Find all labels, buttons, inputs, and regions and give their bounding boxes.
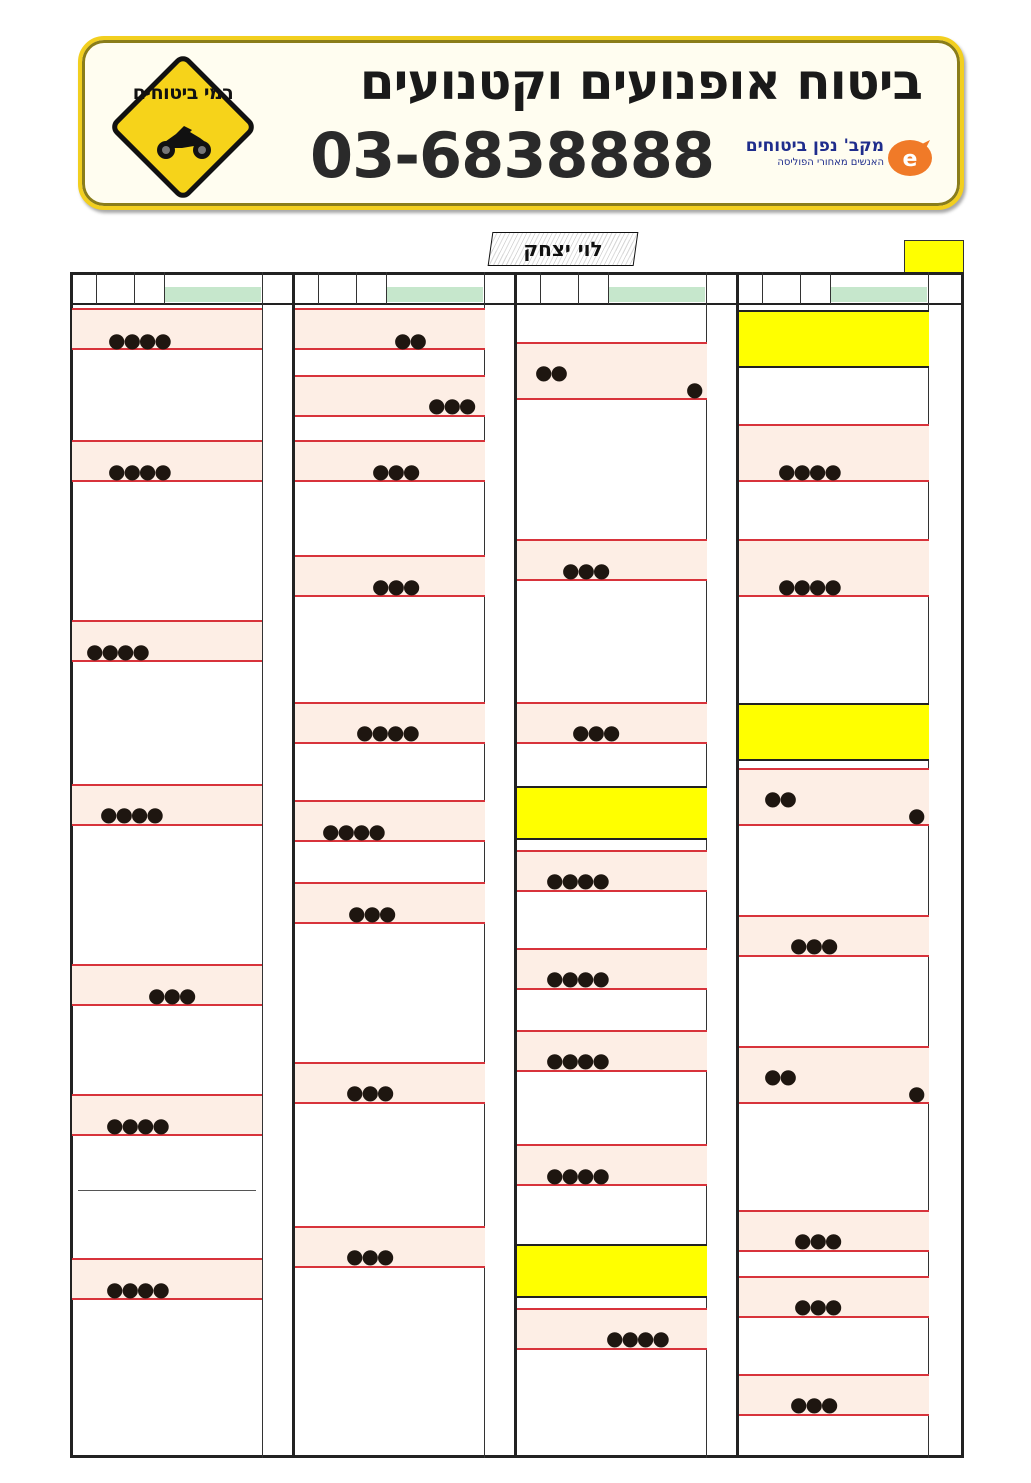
redacted-dot: ● [908,803,924,827]
redacted-dots: ●●● [346,1080,393,1104]
header-cell-divider [318,272,319,304]
yellow-highlight-block [739,310,929,368]
logo-text: רמי ביטוחים [132,82,234,104]
redacted-dots: ●●●● [100,802,162,826]
header-cell-divider [578,272,579,304]
redacted-dots: ●●● [428,393,475,417]
svg-text:e: e [902,147,918,172]
agency-name: מקב' נפן ביטוחים [745,136,884,156]
separator-line [78,1190,256,1191]
banner-title: ביטוח אופנועים וקטנועים [359,53,922,111]
header-green-cell [387,287,483,302]
redacted-dots: ●●●● [108,459,170,483]
redacted-dots: ●●●● [606,1326,668,1350]
subcolumn-line [262,272,263,1458]
schedule-entry-band [295,308,485,350]
redacted-dots: ●●● [372,459,419,483]
banner-phone: 03-6838888 [310,119,714,192]
header-green-cell [165,287,261,302]
redacted-dots: ●●● [346,1244,393,1268]
redacted-dots: ●●●● [546,1163,608,1187]
redacted-dots: ●●● [372,574,419,598]
header-cell-divider [762,272,763,304]
redacted-dots: ●●●● [322,819,384,843]
redacted-dots: ●●●● [546,966,608,990]
insurance-banner [78,36,964,210]
redacted-dots: ●● [535,360,566,384]
redacted-dot: ● [908,1081,924,1105]
header-cell-divider [356,272,357,304]
yellow-highlight-block [517,1244,707,1298]
redacted-dots: ●●●● [108,328,170,352]
motorcycle-icon [154,122,214,162]
header-green-cell [609,287,705,302]
page-title [488,232,639,266]
agency-info [714,136,884,180]
header-cell-divider [540,272,541,304]
yellow-highlight-block [739,703,929,761]
redacted-dots: ●●●● [546,1048,608,1072]
redacted-dots: ●●●● [778,574,840,598]
redacted-dots: ●●● [562,558,609,582]
redacted-dots: ●●● [790,1392,837,1416]
redacted-dots: ●●● [348,901,395,925]
page-title-text: לוי יצחק [523,237,603,261]
title-highlight-box [904,240,964,274]
agency-logo-icon [880,136,934,180]
yellow-highlight-block [517,786,707,840]
redacted-dot: ● [686,377,702,401]
agency-tagline: האנשים מאחורי הפוליסה [777,157,884,168]
redacted-dots: ●●● [572,720,619,744]
redacted-dots: ●●●● [546,868,608,892]
header-cell-divider [96,272,97,304]
redacted-dots: ●●● [148,983,195,1007]
redacted-dots: ●● [764,1064,795,1088]
header-cell-divider [800,272,801,304]
redacted-dots: ●●● [790,933,837,957]
redacted-dots: ●●● [794,1294,841,1318]
rami-insurance-logo [108,52,258,202]
schedule-entry-band [517,539,707,581]
redacted-dots: ●● [394,328,425,352]
redacted-dots: ●●●● [106,1277,168,1301]
redacted-dots: ●●●● [86,639,148,663]
redacted-dots: ●● [764,786,795,810]
redacted-dots: ●●●● [778,459,840,483]
header-green-cell [831,287,927,302]
redacted-dots: ●●●● [106,1113,168,1137]
redacted-dots: ●●● [794,1228,841,1252]
header-cell-divider [134,272,135,304]
redacted-dots: ●●●● [356,720,418,744]
